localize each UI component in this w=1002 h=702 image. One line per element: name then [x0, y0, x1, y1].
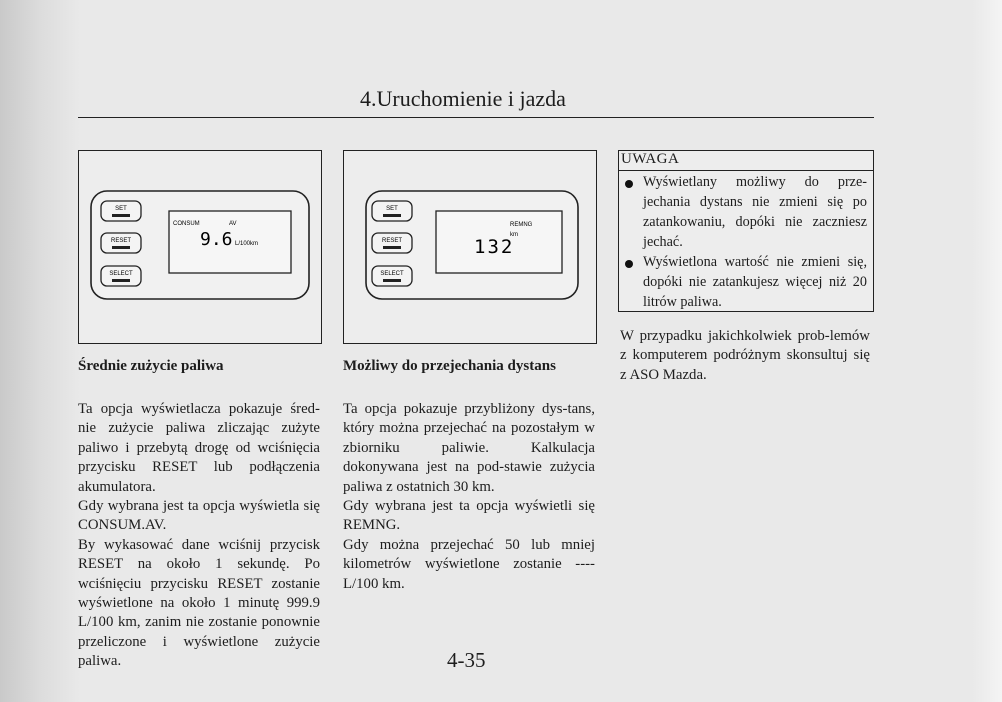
display-mode-suffix: AV — [229, 221, 237, 227]
bullet-icon — [625, 260, 633, 268]
section-heading-average-consumption: Średnie zużycie paliwa — [78, 358, 224, 374]
display-unit: L/100km — [235, 241, 259, 247]
page-binding-shadow — [0, 0, 80, 702]
warning-box — [618, 150, 874, 312]
display-mode-label: CONSUM — [173, 221, 200, 227]
select-button[interactable] — [372, 266, 412, 286]
reset-button[interactable] — [372, 233, 412, 253]
select-button[interactable] — [101, 266, 141, 286]
body-paragraph: By wykasować dane wciśnij przycisk RESET na około 1 sekundę. Po wciśnięciu przycisku RESET zostanie wyświetlone na około 1 minutę 999.9 L/100 km, zanim nie zostanie ponownie przeliczone i wyświetlone zużycie paliwa. — [78, 536, 320, 670]
body-paragraph: Gdy wybrana jest ta opcja wyświetli się REMNG. — [343, 498, 595, 534]
set-button-label: SET — [115, 206, 127, 212]
page-number: 4-35 — [447, 648, 486, 672]
page-header-title: 4.Uruchomienie i jazda — [360, 86, 566, 111]
trip-computer-illustration — [79, 151, 321, 343]
warning-title: UWAGA — [621, 151, 680, 167]
header-rule — [78, 117, 874, 118]
display-value: 132 — [474, 236, 515, 258]
body-paragraph: Ta opcja pokazuje przybliżony dys-tans, który można przejechać na pozostałym w zbiorniku paliwie. Kalkulacja dokonywana jest na pod-stawie zużycia paliwa z ostatnich 30 km. — [343, 401, 595, 495]
select-button-label: SELECT — [109, 271, 133, 277]
reset-button-label: RESET — [381, 238, 403, 244]
set-button-label: SET — [386, 206, 398, 212]
bullet-icon — [625, 180, 633, 188]
reset-button[interactable] — [101, 233, 141, 253]
trip-computer-illustration — [344, 151, 596, 343]
display-value: 9.6 — [200, 229, 233, 250]
section-body-average-consumption — [78, 400, 320, 672]
lcd-display — [436, 211, 562, 273]
figure-remaining-range — [343, 150, 597, 344]
page-edge — [972, 0, 1002, 702]
section-body-remaining-range — [343, 400, 595, 594]
figure-average-consumption — [78, 150, 322, 344]
warning-item: Wyświetlany możliwy do prze-jechania dystans nie zmieni się po zatankowaniu, dopóki nie zaczniesz jechać. — [643, 174, 867, 250]
reset-button-label: RESET — [110, 238, 132, 244]
set-button[interactable] — [101, 201, 141, 221]
body-paragraph: Ta opcja wyświetlacza pokazuje śred-nie zużycie paliwa zliczając zużyte paliwo i przebytą drogę od wciśnięcia przycisku RESET lub podłączenia akumulatora. — [78, 401, 320, 495]
warning-item: Wyświetlona wartość nie zmieni się, dopóki nie zatankujesz więcej niż 20 litrów paliwa. — [643, 254, 867, 310]
body-paragraph: Gdy można przejechać 50 lub mniej kilometrów wyświetlone zostanie ---- L/100 km. — [343, 536, 595, 592]
display-mode-label: REMNG — [510, 222, 533, 228]
note-paragraph: W przypadku jakichkolwiek prob-lemów z komputerem podróżnym skonsultuj się z ASO Mazda. — [620, 328, 870, 383]
lcd-display — [169, 211, 291, 273]
display-unit: km — [510, 232, 518, 238]
body-paragraph: Gdy wybrana jest ta opcja wyświetla się CONSUM.AV. — [78, 498, 320, 534]
set-button[interactable] — [372, 201, 412, 221]
warning-title-rule — [619, 170, 873, 171]
section-heading-remaining-range: Możliwy do przejechania dystans — [343, 358, 556, 374]
select-button-label: SELECT — [380, 271, 404, 277]
